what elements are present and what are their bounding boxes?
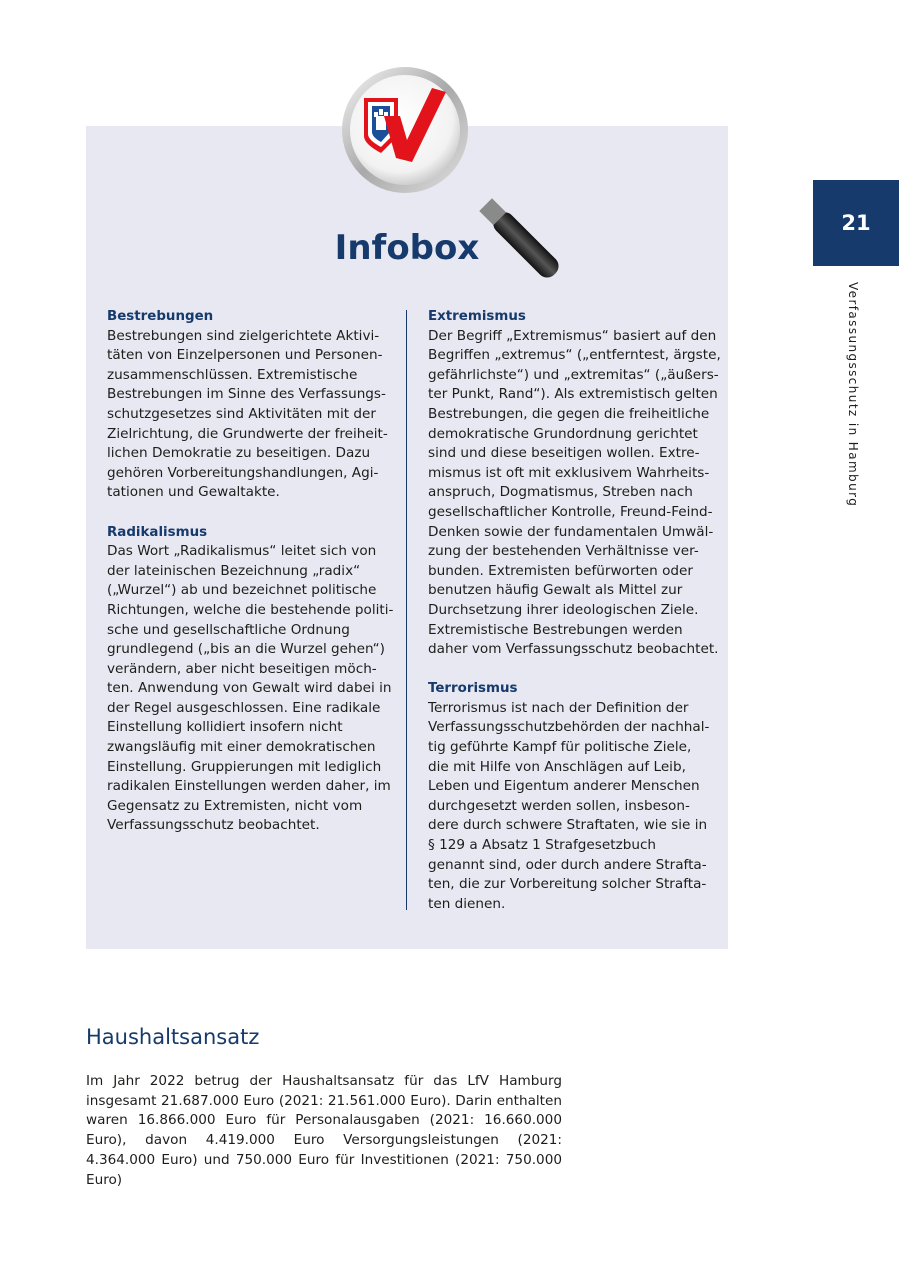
text-line: Begriffen „extremus“ („entferntest, ärgste, (428, 347, 721, 364)
section-heading-extremismus: Extremismus (428, 309, 526, 324)
section-body-bestrebungen (107, 327, 387, 503)
text-line: Terrorismus ist nach der Definition der (428, 699, 689, 716)
infobox-left-column (107, 307, 394, 836)
text-line: § 129 a Absatz 1 Strafgesetzbuch (428, 837, 657, 854)
text-line: der Regel ausgeschlossen. Eine radikale (107, 699, 381, 716)
text-line: gefährlichste“) und „extremitas“ („äußers- (428, 366, 719, 383)
text-line: Der Begriff „Extremismus“ basiert auf den (428, 327, 717, 344)
text-line: sche und gesellschaftliche Ordnung (107, 621, 350, 638)
text-line: mismus ist oft mit exklusivem Wahrheits- (428, 464, 710, 481)
text-line: Bestrebungen, die gegen die freiheitliche (428, 405, 710, 422)
text-line: verändern, aber nicht beseitigen möch- (107, 660, 377, 677)
text-line: gesellschaftlicher Kontrolle, Freund-Feind- (428, 503, 713, 520)
text-line: radikalen Einstellungen werden daher, im (107, 778, 391, 795)
section-body-extremismus (428, 327, 721, 660)
text-line: Extremistische Bestrebungen werden (428, 621, 683, 638)
text-line: genannt sind, oder durch andere Strafta- (428, 856, 707, 873)
infobox-title: Infobox (334, 228, 480, 268)
text-line: bunden. Extremisten befürworten oder (428, 562, 693, 579)
text-line: Verfassungsschutz beobachtet. (107, 817, 320, 834)
text-line: ten dienen. (428, 895, 506, 912)
text-line: („Wurzel“) ab und bezeichnet politische (107, 582, 377, 599)
text-line: Einstellung. Gruppierungen mit lediglich (107, 758, 382, 775)
text-line: durchgesetzt werden sollen, insbeson- (428, 797, 690, 814)
text-line: tationen und Gewaltakte. (107, 484, 280, 501)
section-body-terrorismus (428, 699, 713, 915)
section-body-radikalismus (107, 542, 394, 836)
text-line: zusammenschlüssen. Extremistische (107, 366, 358, 383)
running-head: Verfassungsschutz in Hamburg (846, 282, 860, 508)
budget-paragraph: Im Jahr 2022 betrug der Haushaltsansatz für das LfV Hamburg insgesamt 21.687.000 Euro (2021: 21.561.000 Euro). Darin enthalten waren 16.866.000 Euro für Personalausgaben (2021: 16.660.000 Euro), davon 4.419.000 Euro Versorgungsleistungen (2021: 4.364.000 Euro) und 750.000 Euro für Investitionen (2021: 750.000 Euro) (86, 1073, 562, 1188)
text-line: Zielrichtung, die Grundwerte der freiheit- (107, 425, 388, 442)
text-line: gehören Vorbereitungshandlungen, Agi- (107, 464, 379, 481)
text-line: schutzgesetzes sind Aktivitäten mit der (107, 405, 376, 422)
text-line: Bestrebungen sind zielgerichtete Aktivi- (107, 327, 380, 344)
text-line: benutzen häufig Gewalt als Mittel zur (428, 582, 683, 599)
text-line: Das Wort „Radikalismus“ leitet sich von (107, 543, 377, 560)
section-heading-radikalismus: Radikalismus (107, 524, 208, 540)
section-heading-haushaltsansatz: Haushaltsansatz (86, 1025, 260, 1049)
text-line: Verfassungsschutzbehörden der nachhal- (428, 719, 710, 736)
text-line: anspruch, Dogmatismus, Streben nach (428, 484, 693, 501)
text-line: Denken sowie der fundamentalen Umwäl- (428, 523, 714, 540)
text-line: demokratische Grundordnung gerichtet (428, 425, 698, 442)
text-line: Durchsetzung ihrer ideologischen Ziele. (428, 601, 699, 618)
text-line: Richtungen, welche die bestehende politi- (107, 601, 394, 618)
section-heading-terrorismus: Terrorismus (428, 681, 518, 697)
text-line: dere durch schwere Straftaten, wie sie in (428, 817, 708, 834)
text-line: lichen Demokratie zu beseitigen. Dazu (107, 445, 371, 462)
text-line: zung der bestehenden Verhältnisse ver- (428, 543, 699, 560)
text-line: zwangsläufig mit einer demokratischen (107, 739, 376, 756)
text-line: grundlegend („bis an die Wurzel gehen“) (107, 641, 385, 658)
text-line: ter Punkt, Rand“). Als extremistisch gelten (428, 386, 718, 403)
infobox-right-column (428, 307, 721, 914)
text-line: der lateinischen Bezeichnung „radix“ (107, 562, 361, 579)
text-line: Einstellung kollidiert insofern nicht (107, 719, 343, 736)
page-number: 21 (813, 180, 899, 266)
text-line: ten, die zur Vorbereitung solcher Strafta- (428, 876, 707, 893)
column-divider (406, 310, 407, 910)
section-heading-bestrebungen: Bestrebungen (107, 309, 214, 324)
text-line: die mit Hilfe von Anschlägen auf Leib, (428, 758, 686, 775)
text-line: Gegensatz zu Extremisten, nicht vom (107, 797, 363, 814)
text-line: sind und diese beseitigen wollen. Extre- (428, 445, 700, 462)
spacer (107, 503, 387, 523)
spacer (428, 660, 713, 680)
text-line: daher vom Verfassungsschutz beobachtet. (428, 641, 719, 658)
text-line: tig geführte Kampf für politische Ziele, (428, 739, 692, 756)
text-line: täten von Einzelpersonen und Personen- (107, 347, 383, 364)
text-line: Leben und Eigentum anderer Menschen (428, 778, 700, 795)
text-line: ten. Anwendung von Gewalt wird dabei in (107, 680, 392, 697)
text-line: Bestrebungen im Sinne des Verfassungs- (107, 386, 386, 403)
